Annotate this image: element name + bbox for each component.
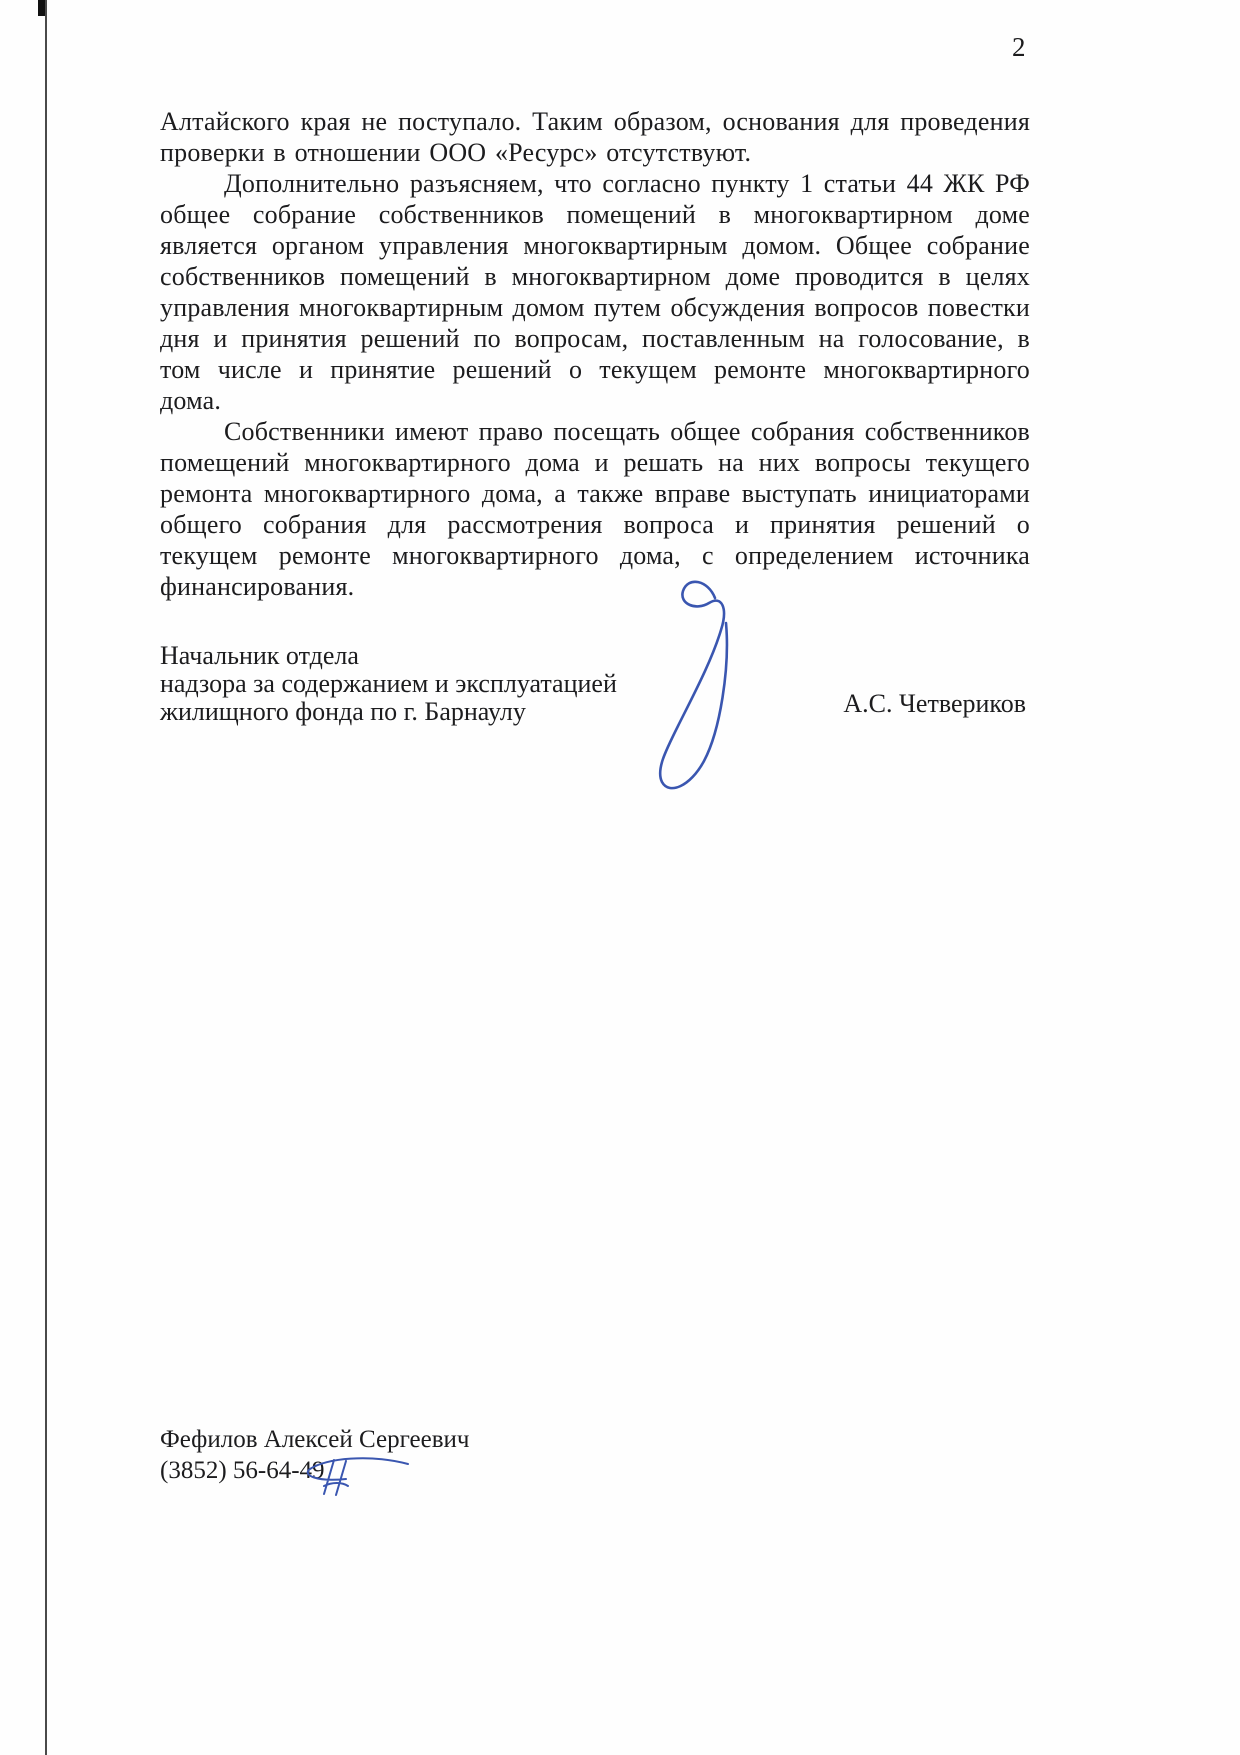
signature-ink (618, 568, 778, 798)
signer-name: А.С. Четвериков (843, 689, 1026, 718)
scan-binding-line (45, 0, 47, 1755)
page-number: 2 (1012, 32, 1026, 62)
signature-block (160, 642, 1030, 726)
footer-signature-ink-stroke (308, 1458, 408, 1495)
signer-title-line-1: Начальник отдела (160, 641, 359, 670)
signature-ink-stroke (660, 582, 727, 788)
footer-contact-name: Фефилов Алексей Сергеевич (160, 1426, 470, 1453)
paragraph-clarification: Дополнительно разъясняем, что согласно пункту 1 статьи 44 ЖК РФ общее собрание собственников помещений в многоквартирном доме является органом управления многоквартирным домом. Общее собрание собственников помещений в многоквартирном доме проводится в целях управления многоквартирным домом путем обсуждения вопросов повестки дня и принятия решений по вопросам, поставленным на голосование, в том числе и принятие решений о текущем ремонте многоквартирного дома. (160, 169, 1030, 415)
footer-contact-phone: (3852) 56-64-49 (160, 1457, 325, 1484)
signer-title-line-2: надзора за содержанием и эксплуатацией (160, 669, 617, 698)
footer-signature-ink (300, 1452, 415, 1500)
signer-title-line-3: жилищного фонда по г. Барнаулу (160, 697, 526, 726)
paragraph-owners-rights: Собственники имеют право посещать общее собрания собственников помещений многоквартирного дома и решать на них вопросы текущего ремонта многоквартирного дома, а также вправе выступать инициаторами общего собрания для рассмотрения вопроса и принятия решений о текущем ремонте многоквартирного дома, с определением источника финансирования. (160, 417, 1030, 601)
document-body (160, 106, 1030, 602)
signer-title (160, 642, 640, 726)
paragraph-continuation: Алтайского края не поступало. Таким образом, основания для проведения проверки в отношении ООО «Ресурс» отсутствуют. (160, 107, 1030, 167)
